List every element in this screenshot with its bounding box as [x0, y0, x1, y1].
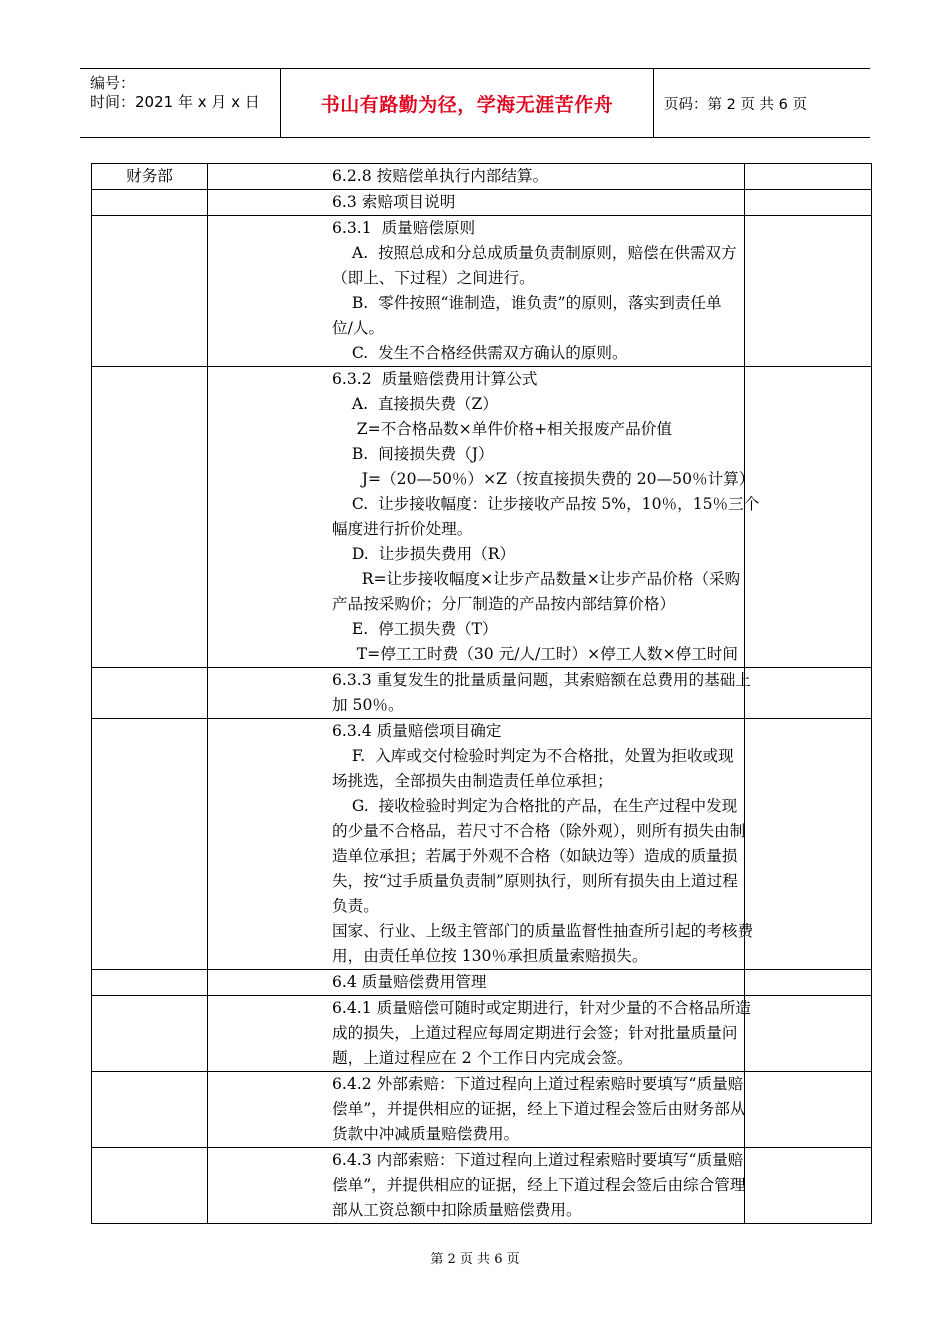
table-row — [92, 164, 872, 190]
content-line: 偿单”，并提供相应的证据，经上下道过程会签后由综合管理 — [332, 1176, 746, 1194]
department-label: 财务部 — [126, 167, 173, 185]
content-line: E. 停工损失费（T） — [332, 620, 498, 638]
content-cell — [208, 1072, 745, 1148]
content-line: 成的损失，上道过程应每周定期进行会签；针对批量质量问 — [332, 1024, 738, 1042]
content-line: R=让步接收幅度×让步产品数量×让步产品价格（采购 — [332, 570, 741, 588]
remarks-cell — [745, 216, 872, 367]
doc-number: 编号： — [90, 74, 136, 92]
header-page-code — [664, 69, 870, 137]
remarks-cell — [745, 164, 872, 190]
content-line: F. 入库或交付检验时判定为不合格批，处置为拒收或现 — [332, 747, 734, 765]
header-meta — [80, 69, 281, 137]
content-line: （即上、下过程）之间进行。 — [332, 269, 535, 287]
content-cell — [208, 668, 751, 719]
content-line: 6.4.1 质量赔偿可随时或定期进行，针对少量的不合格品所造 — [332, 999, 751, 1017]
content-line: 部从工资总额中扣除质量赔偿费用。 — [332, 1201, 582, 1219]
content-cell — [208, 367, 760, 668]
content-cell — [208, 970, 745, 996]
content-line: 6.4.3 内部索赔：下道过程向上道过程索赔时要填写“质量赔 — [332, 1151, 744, 1169]
content-line: 6.3.2 质量赔偿费用计算公式 — [332, 370, 538, 388]
content-line: 位/人。 — [332, 319, 385, 337]
department-cell — [92, 1148, 208, 1224]
page-footer: 第 2 页 共 6 页 — [430, 1252, 520, 1267]
remarks-cell — [745, 996, 872, 1072]
content-line: 6.3.4 质量赔偿项目确定 — [332, 722, 502, 740]
content-cell — [208, 216, 745, 367]
table-row — [92, 216, 872, 367]
content-line: B. 间接损失费（J） — [332, 445, 494, 463]
content-cell — [208, 164, 745, 190]
department-cell — [92, 668, 208, 719]
content-line: 场挑选，全部损失由制造责任单位承担； — [332, 772, 613, 790]
content-line: 失，按“过手质量负责制”原则执行，则所有损失由上道过程 — [332, 872, 738, 890]
remarks-cell — [745, 367, 872, 668]
page-code-text: 页码：第 2 页 共 6 页 — [664, 96, 807, 113]
content-line: 国家、行业、上级主管部门的质量监督性抽查所引起的考核费 — [332, 922, 754, 940]
content-line: 负责。 — [332, 897, 379, 915]
content-line: 加 50％。 — [332, 696, 404, 714]
remarks-cell — [745, 719, 872, 970]
table-row — [92, 367, 872, 668]
content-line: 造单位承担；若属于外观不合格（如缺边等）造成的质量损 — [332, 847, 738, 865]
table-row — [92, 190, 872, 216]
department-cell — [92, 1072, 208, 1148]
remarks-cell — [745, 970, 872, 996]
remarks-cell — [745, 1148, 872, 1224]
department-cell — [92, 216, 208, 367]
table-row — [92, 719, 872, 970]
content-line: 6.3.1 质量赔偿原则 — [332, 219, 476, 237]
department-cell — [92, 164, 208, 190]
content-line: 6.4 质量赔偿费用管理 — [332, 973, 487, 991]
remarks-cell — [745, 190, 872, 216]
department-cell — [92, 970, 208, 996]
content-line: Z=不合格品数×单件价格+相关报废产品价值 — [332, 420, 672, 438]
department-cell — [92, 996, 208, 1072]
content-line: C. 让步接收幅度：让步接收产品按 5%，10％，15％三个 — [332, 495, 760, 513]
content-line: A. 按照总成和分总成质量负责制原则，赔偿在供需双方 — [332, 244, 737, 262]
content-cell — [208, 996, 751, 1072]
content-line: 题，上道过程应在 2 个工作日内完成会签。 — [332, 1049, 633, 1067]
header-motto: 书山有路勤为径，学海无涯苦作舟 — [281, 69, 654, 137]
remarks-cell — [745, 668, 872, 719]
table-row — [92, 1072, 872, 1148]
content-line: 6.3 索赔项目说明 — [332, 193, 456, 211]
content-line: 6.4.2 外部索赔：下道过程向上道过程索赔时要填写“质量赔 — [332, 1075, 744, 1093]
content-line: 的少量不合格品，若尺寸不合格（除外观），则所有损失由制 — [332, 822, 746, 840]
content-line: G. 接收检验时判定为合格批的产品，在生产过程中发现 — [332, 797, 738, 815]
content-line: C. 发生不合格经供需双方确认的原则。 — [332, 344, 628, 362]
content-line: B. 零件按照“谁制造，谁负责”的原则，落实到责任单 — [332, 294, 722, 312]
remarks-cell — [745, 1072, 872, 1148]
table-row — [92, 970, 872, 996]
content-line: 幅度进行折价处理。 — [332, 520, 473, 538]
content-cell — [208, 1148, 745, 1224]
content-line: 货款中冲减质量赔偿费用。 — [332, 1125, 520, 1143]
content-line: 产品按采购价；分厂制造的产品按内部结算价格） — [332, 595, 676, 613]
department-cell — [92, 367, 208, 668]
content-line: 6.2.8 按赔偿单执行内部结算。 — [332, 167, 549, 185]
content-cell — [208, 719, 754, 970]
content-table — [91, 163, 872, 1224]
department-cell — [92, 190, 208, 216]
table-row — [92, 1148, 872, 1224]
table-row — [92, 668, 872, 719]
content-line: 用，由责任单位按 130％承担质量索赔损失。 — [332, 947, 648, 965]
page-header — [80, 68, 870, 138]
doc-time: 时间：2021 年 x 月 x 日 — [90, 93, 260, 111]
content-line: T=停工工时费（30 元/人/工时）×停工人数×停工时间 — [332, 645, 738, 663]
content-line: D. 让步损失费用（R） — [332, 545, 516, 563]
department-cell — [92, 719, 208, 970]
content-cell — [208, 190, 745, 216]
content-line: 偿单”，并提供相应的证据，经上下道过程会签后由财务部从 — [332, 1100, 746, 1118]
content-line: J=（20—50％）×Z（按直接损失费的 20—50％计算） — [332, 470, 755, 488]
content-line: A. 直接损失费（Z） — [332, 395, 498, 413]
table-row — [92, 996, 872, 1072]
content-line: 6.3.3 重复发生的批量质量问题，其索赔额在总费用的基础上 — [332, 671, 751, 689]
